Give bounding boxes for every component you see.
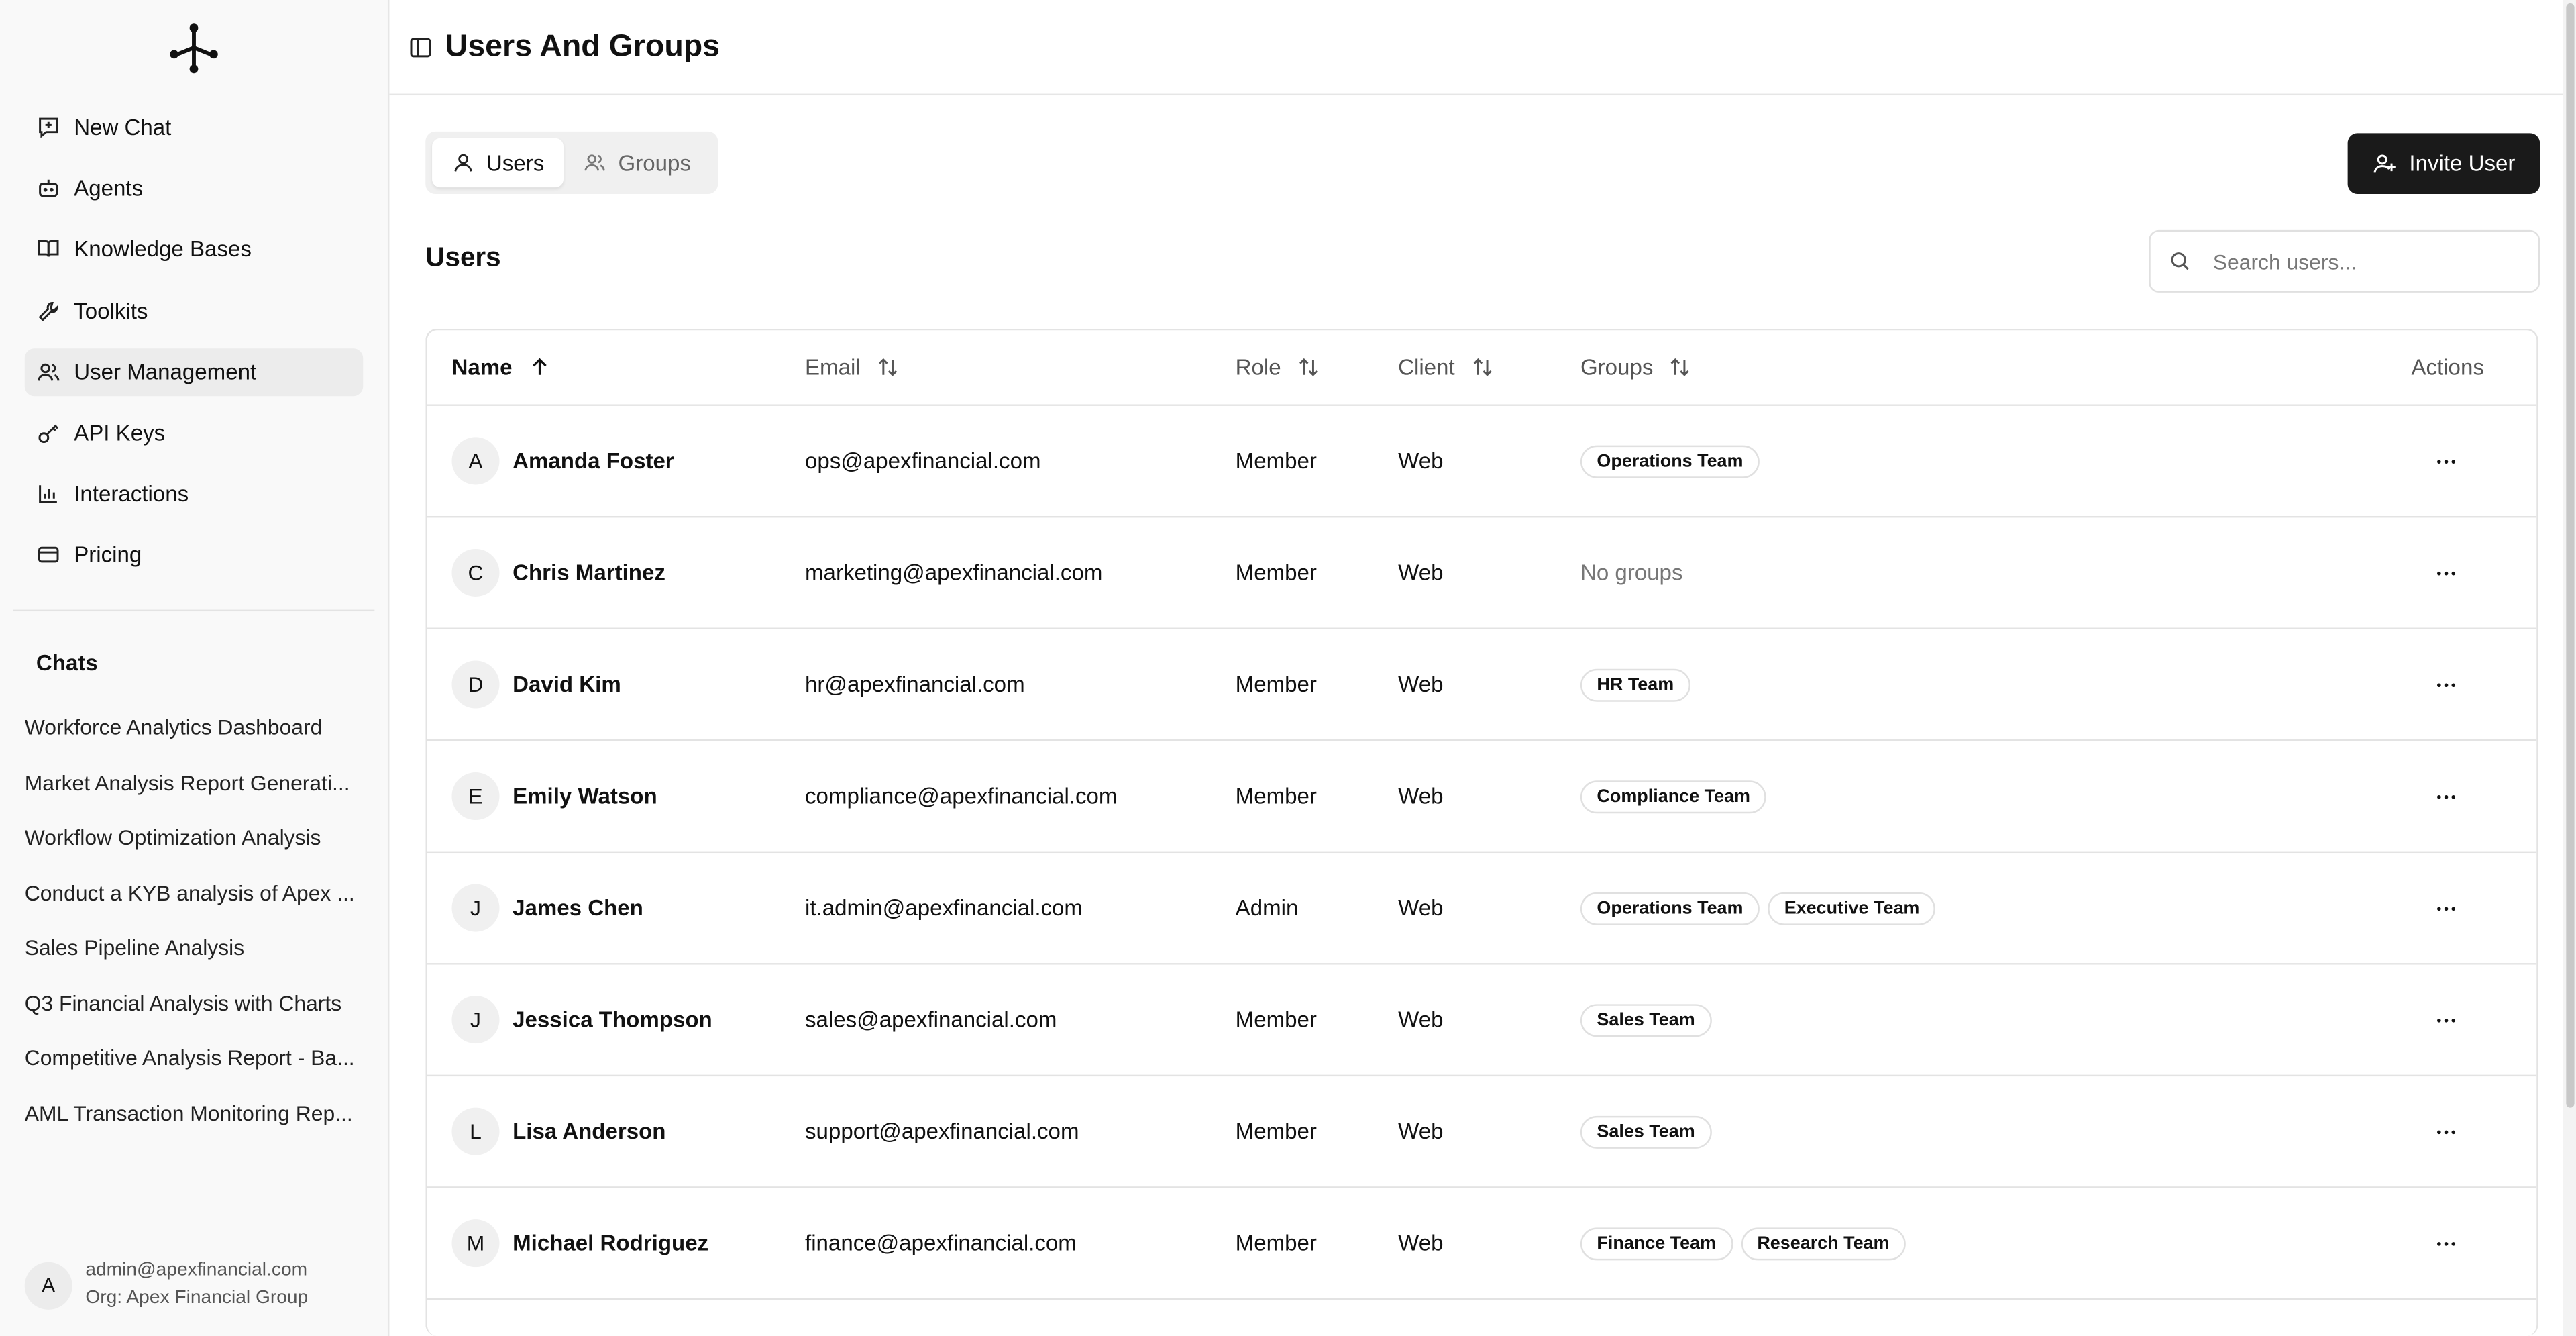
user-role: Member [1235, 1119, 1317, 1144]
tab-label: Groups [618, 150, 691, 175]
sort-icon[interactable] [1471, 356, 1493, 378]
group-badge: Finance Team [1580, 1227, 1733, 1260]
column-label: Actions [2411, 354, 2484, 380]
user-name: Lisa Anderson [513, 1119, 666, 1144]
user-role: Member [1235, 672, 1317, 697]
avatar: E [451, 772, 499, 820]
table-row[interactable] [427, 853, 2537, 965]
table-row[interactable] [427, 1188, 2537, 1300]
chat-item[interactable]: Sales Pipeline Analysis [24, 935, 245, 960]
sidebar-item-label: API Keys [74, 420, 166, 446]
user-email: compliance@apexfinancial.com [805, 784, 1118, 809]
sidebar-item-new-chat[interactable] [25, 103, 363, 151]
tab-label: Users [486, 150, 545, 175]
user-client: Web [1398, 1231, 1444, 1256]
topbar [389, 0, 2576, 95]
user-email: finance@apexfinancial.com [805, 1231, 1077, 1256]
bar-chart-icon [36, 482, 61, 507]
tab-users[interactable] [432, 138, 564, 187]
chat-item[interactable]: AML Transaction Monitoring Rep... [24, 1100, 353, 1125]
table-row[interactable] [427, 741, 2537, 853]
column-header-actions [2106, 355, 2537, 380]
avatar: A [451, 437, 499, 484]
user-name: David Kim [513, 672, 621, 697]
group-badge: Compliance Team [1580, 780, 1767, 813]
search-input[interactable] [2210, 248, 2512, 276]
group-badge: HR Team [1580, 668, 1690, 701]
group-badge: Research Team [1741, 1227, 1906, 1260]
logo-icon[interactable] [166, 19, 221, 75]
user-email: support@apexfinancial.com [805, 1119, 1079, 1144]
chat-item[interactable]: Q3 Financial Analysis with Charts [24, 990, 342, 1015]
table-row[interactable] [427, 406, 2537, 518]
sidebar-nav [25, 103, 363, 593]
sidebar-divider [13, 610, 375, 611]
more-actions-icon[interactable] [2432, 446, 2461, 476]
sidebar-item-label: Knowledge Bases [74, 237, 252, 262]
group-badge: Operations Team [1580, 444, 1760, 477]
sidebar-item-pricing[interactable] [25, 531, 363, 579]
section-title: Users [425, 243, 501, 273]
chat-list [25, 710, 363, 1150]
user-client: Web [1398, 1119, 1444, 1144]
key-icon [36, 421, 61, 446]
group-badge: Sales Team [1580, 1003, 1711, 1036]
user-client: Web [1398, 784, 1444, 809]
avatar: L [451, 1108, 499, 1155]
column-header-role[interactable] [1236, 355, 1398, 380]
sidebar-item-agents[interactable] [25, 164, 363, 212]
more-actions-icon[interactable] [2432, 1005, 2461, 1035]
user-email: it.admin@apexfinancial.com [805, 895, 1083, 921]
chat-item[interactable]: Workflow Optimization Analysis [24, 825, 321, 850]
user-email: ops@apexfinancial.com [805, 448, 1041, 474]
chat-item[interactable]: Competitive Analysis Report - Ba... [24, 1045, 355, 1070]
user-role: Member [1235, 1007, 1317, 1032]
sort-icon[interactable] [877, 356, 898, 378]
table-row[interactable] [427, 517, 2537, 629]
account-menu[interactable] [25, 1257, 308, 1313]
account-org: Org: Apex Financial Group [85, 1288, 309, 1308]
chats-heading: Chats [36, 650, 98, 676]
sidebar-item-label: Pricing [74, 542, 142, 568]
more-actions-icon[interactable] [2432, 781, 2461, 811]
sidebar-item-label: Toolkits [74, 298, 148, 323]
sidebar-item-toolkits[interactable] [25, 287, 363, 335]
search-box [2149, 230, 2540, 293]
wrench-icon [36, 299, 61, 323]
column-label: Client [1398, 354, 1455, 380]
chat-item[interactable]: Conduct a KYB analysis of Apex ... [24, 880, 355, 905]
group-badge: Executive Team [1768, 892, 1936, 925]
sidebar-toggle-icon[interactable] [409, 36, 432, 58]
sidebar-item-label: Interactions [74, 481, 189, 507]
search-icon [2169, 250, 2192, 272]
user-email: sales@apexfinancial.com [805, 1007, 1057, 1032]
user-role: Member [1235, 448, 1317, 474]
user-client: Web [1398, 672, 1444, 697]
user-name: Amanda Foster [513, 448, 674, 474]
chat-item[interactable]: Market Analysis Report Generati... [24, 770, 350, 795]
avatar: A [25, 1262, 72, 1309]
account-email: admin@apexfinancial.com [85, 1260, 308, 1280]
main-content [389, 0, 2576, 1336]
more-actions-icon[interactable] [2432, 1117, 2461, 1146]
avatar: C [451, 549, 499, 597]
more-actions-icon[interactable] [2432, 893, 2461, 923]
user-client: Web [1398, 1007, 1444, 1032]
table-row[interactable] [427, 629, 2537, 741]
users-icon [584, 151, 606, 174]
sidebar-item-user-management[interactable] [25, 348, 363, 396]
user-client: Web [1398, 448, 1444, 474]
credit-card-icon [36, 543, 61, 568]
sort-ascending-icon[interactable] [529, 356, 550, 378]
book-icon [36, 238, 61, 262]
tab-bar [425, 132, 717, 194]
sidebar-item-interactions[interactable] [25, 470, 363, 518]
user-email: hr@apexfinancial.com [805, 672, 1025, 697]
avatar: M [451, 1219, 499, 1267]
users-icon [36, 360, 61, 384]
user-role: Admin [1235, 895, 1299, 921]
bot-icon [36, 176, 61, 201]
sort-icon[interactable] [1670, 356, 1691, 378]
sidebar-item-api-keys[interactable] [25, 409, 363, 457]
column-label: Name [451, 354, 513, 380]
column-label: Email [805, 354, 861, 380]
user-role: Member [1235, 560, 1317, 585]
user-name: Emily Watson [513, 784, 657, 809]
user-plus-icon [2373, 151, 2398, 176]
avatar: J [451, 884, 499, 932]
user-client: Web [1398, 895, 1444, 921]
scrollbar[interactable] [2563, 0, 2576, 1336]
avatar: J [451, 996, 499, 1043]
group-badge: Sales Team [1580, 1115, 1711, 1148]
column-header-client[interactable] [1398, 355, 1580, 380]
user-name: Michael Rodriguez [513, 1231, 709, 1256]
sidebar-item-knowledge-bases[interactable] [25, 225, 363, 273]
column-header-name[interactable] [427, 355, 805, 380]
sidebar [0, 0, 389, 1336]
user-name: Chris Martinez [513, 560, 665, 585]
group-badge: Operations Team [1580, 892, 1760, 925]
user-name: Jessica Thompson [513, 1007, 712, 1032]
user-email: marketing@apexfinancial.com [805, 560, 1103, 585]
no-groups-text: No groups [1580, 560, 1683, 585]
user-client: Web [1398, 560, 1444, 585]
invite-user-button[interactable] [2349, 133, 2540, 194]
column-label: Role [1235, 354, 1281, 380]
new-chat-icon [36, 115, 61, 140]
column-label: Groups [1580, 354, 1654, 380]
tab-groups[interactable] [564, 138, 711, 187]
more-actions-icon[interactable] [2432, 670, 2461, 699]
invite-user-label: Invite User [2409, 151, 2516, 176]
table-row[interactable] [427, 965, 2537, 1077]
user-role: Member [1235, 784, 1317, 809]
more-actions-icon[interactable] [2432, 1229, 2461, 1258]
column-header-email[interactable] [805, 355, 1236, 380]
sidebar-item-label: User Management [74, 359, 257, 384]
table-row[interactable] [427, 1076, 2537, 1188]
user-name: James Chen [513, 895, 643, 921]
sort-icon[interactable] [1297, 356, 1319, 378]
sidebar-item-label: New Chat [74, 115, 172, 140]
table-header [427, 330, 2537, 406]
users-table [425, 329, 2538, 1336]
user-icon [451, 151, 474, 174]
sidebar-item-label: Agents [74, 176, 144, 201]
column-header-groups[interactable] [1580, 355, 2106, 380]
more-actions-icon[interactable] [2432, 558, 2461, 587]
avatar: D [451, 660, 499, 708]
scrollbar-thumb[interactable] [2566, 3, 2574, 1108]
page-title: Users And Groups [445, 28, 720, 64]
user-role: Member [1235, 1231, 1317, 1256]
chat-item[interactable]: Workforce Analytics Dashboard [24, 715, 323, 740]
